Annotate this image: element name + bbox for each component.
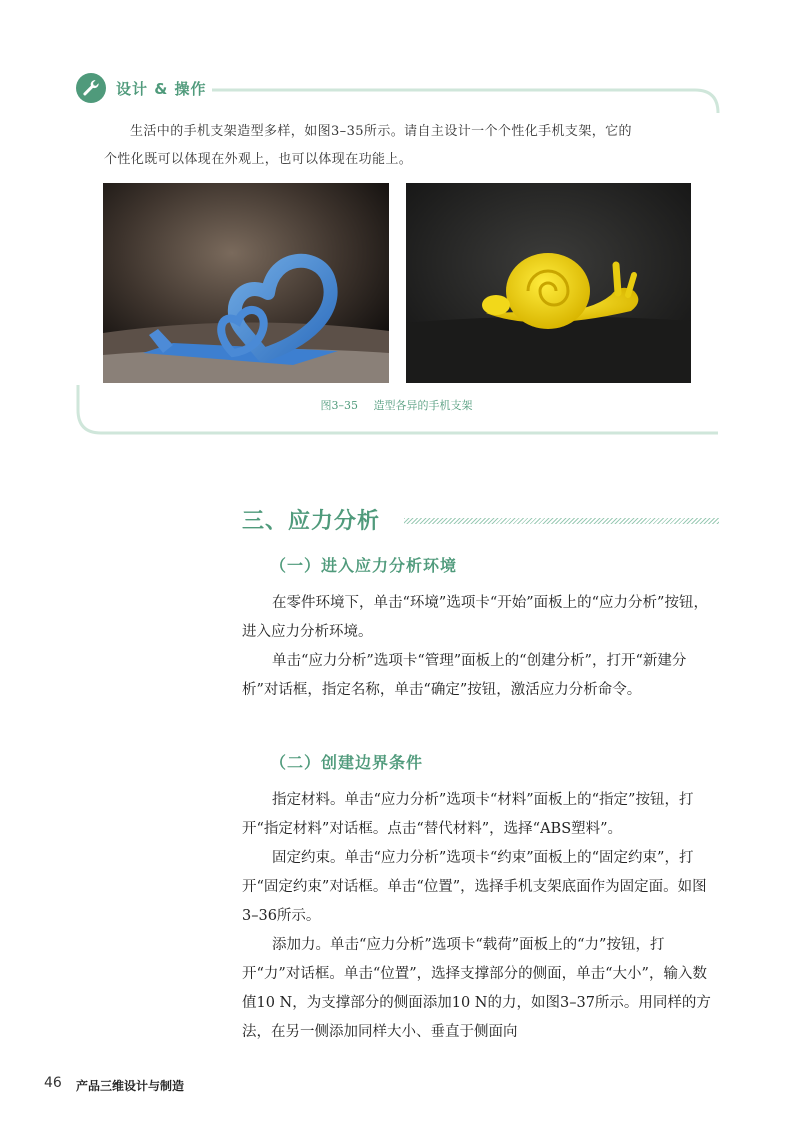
figure-caption-text: 造型各异的手机支架 (373, 399, 473, 412)
subsection-body (242, 786, 720, 1047)
section-title-rule (404, 518, 719, 524)
wrench-icon (76, 73, 106, 103)
snail-phone-stand-photo (406, 183, 691, 383)
figure-number: 图3–35 (320, 399, 358, 412)
subsection-title: （一）进入应力分析环境 (270, 556, 458, 575)
design-box-title: 设计 & 操作 (116, 80, 207, 98)
heart-phone-stand-photo (103, 183, 389, 383)
paragraph: 单击“应力分析”选项卡“管理”面板上的“创建分析”，打开“新建分析”对话框，指定名称，单击“确定”按钮，激活应力分析命令。 (242, 653, 687, 698)
design-box-line: 生活中的手机支架造型多样，如图3–35所示。请自主设计一个个性化手机支架，它的 (130, 124, 632, 139)
book-title: 产品三维设计与制造 (76, 1079, 185, 1093)
figure-caption (0, 397, 793, 413)
section-title: 三、应力分析 (242, 509, 381, 534)
subsection-body (242, 589, 720, 705)
paragraph: 在零件环境下，单击“环境”选项卡“开始”面板上的“应力分析”按钮，进入应力分析环境。 (242, 595, 708, 640)
paragraph: 添加力。单击“应力分析”选项卡“载荷”面板上的“力”按钮，打开“力”对话框。单击“位置”，选择支撑部分的侧面，单击“大小”，输入数值10 N，为支撑部分的侧面添加10 N的力，如图3–37所示。用同样的方法，在另一侧添加同样大小、垂直于侧面向 (242, 937, 711, 1040)
paragraph: 指定材料。单击“应力分析”选项卡“材料”面板上的“指定”按钮，打开“指定材料”对话框。点击“替代材料”，选择“ABS塑料”。 (242, 792, 694, 837)
page-number: 46 (44, 1075, 62, 1091)
design-box-line: 个性化既可以体现在外观上，也可以体现在功能上。 (104, 152, 413, 167)
paragraph: 固定约束。单击“应力分析”选项卡“约束”面板上的“固定约束”，打开“固定约束”对话框。单击“位置”，选择手机支架底面作为固定面。如图3–36所示。 (242, 850, 707, 924)
design-box-text (104, 118, 694, 174)
subsection-title: （二）创建边界条件 (270, 753, 424, 772)
